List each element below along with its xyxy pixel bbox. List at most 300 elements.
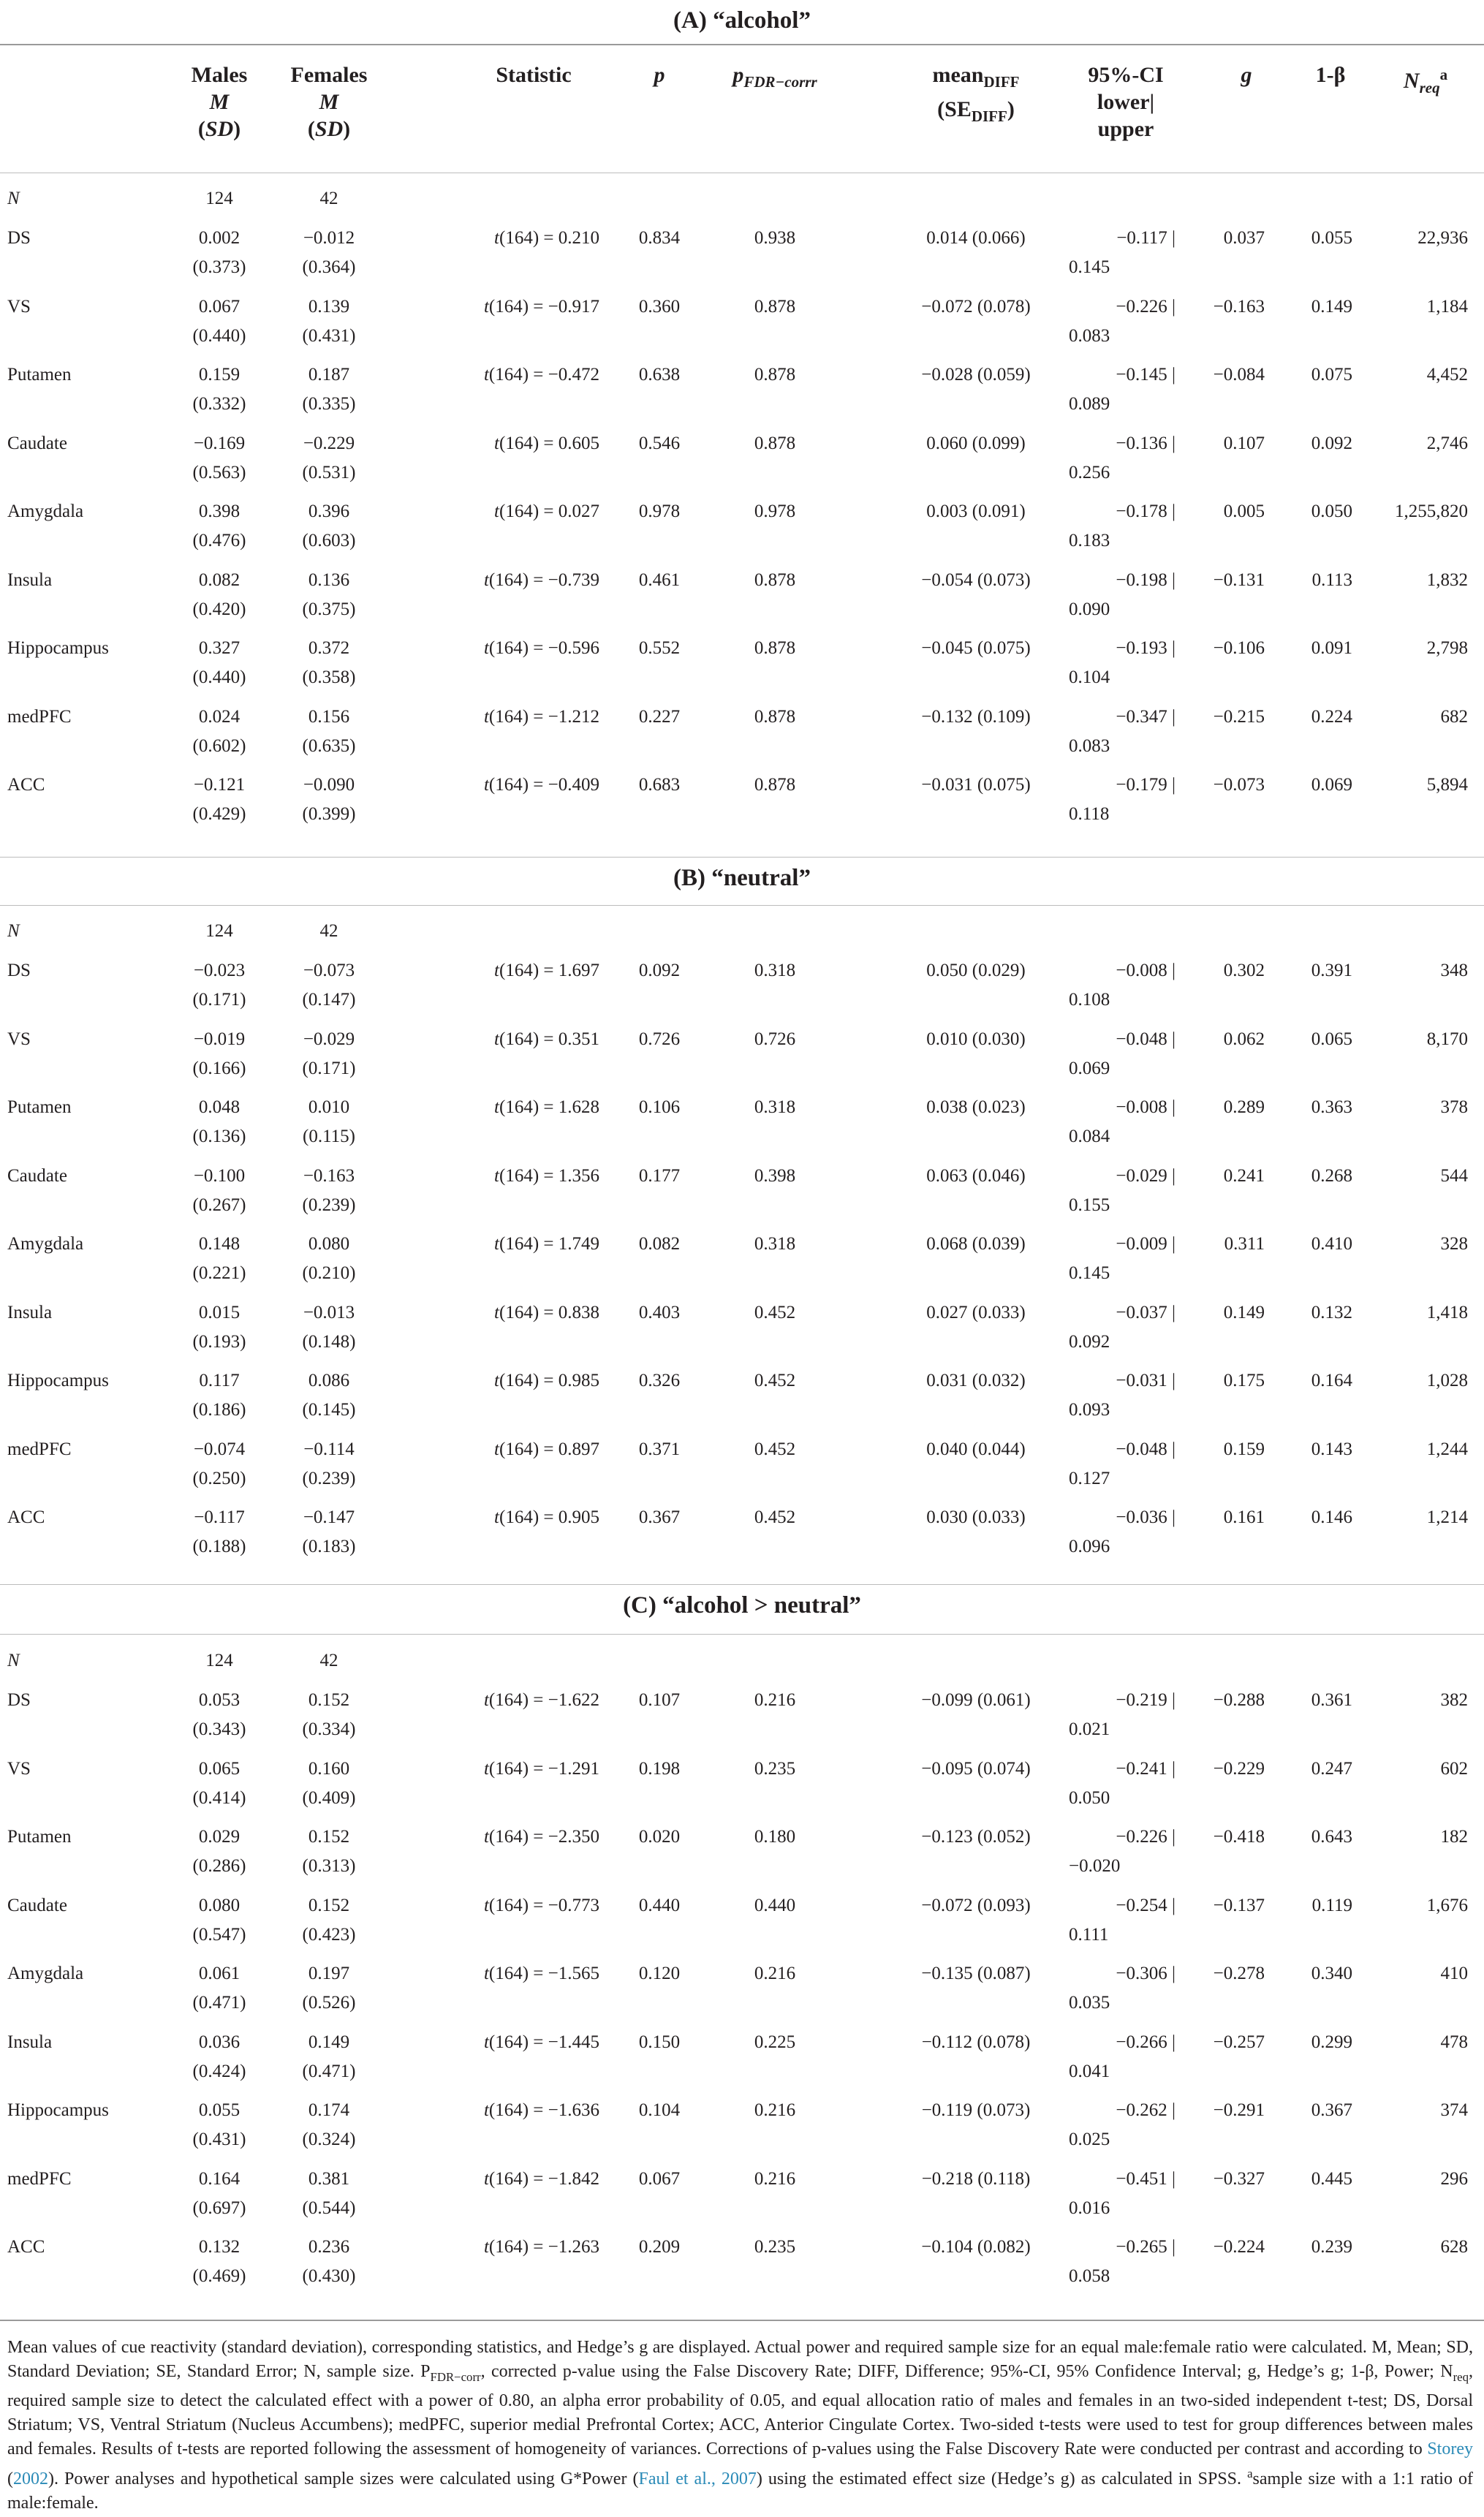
ci-upper-cell: 0.035	[1069, 1993, 1110, 2013]
g-cell: 0.311	[1224, 1234, 1265, 1254]
meandiff-cell: −0.135 (0.087)	[921, 1964, 1031, 1983]
n-males: 124	[205, 921, 233, 941]
n-label: N	[7, 189, 20, 208]
males-sd-cell: (0.267)	[192, 1195, 246, 1215]
females-sd-cell: (0.431)	[302, 325, 356, 346]
females-sd-cell: (0.171)	[302, 1058, 356, 1078]
pfdr-cell: 0.878	[754, 296, 796, 317]
power-cell: 0.069	[1311, 775, 1352, 795]
n-males: 124	[205, 189, 233, 208]
females-mean-cell: 0.152	[308, 1895, 350, 1915]
ci-lower-cell: −0.347 |	[1116, 706, 1176, 727]
stat-cell: t(164) = 0.351	[494, 1029, 599, 1049]
region-cell: Insula	[7, 2032, 53, 2052]
power-cell: 0.247	[1311, 1758, 1352, 1779]
region-cell: VS	[7, 1029, 31, 1049]
n-females: 42	[319, 1651, 338, 1670]
pfdr-cell: 0.216	[754, 2168, 796, 2189]
g-cell: 0.289	[1223, 1097, 1265, 1117]
g-cell: −0.229	[1213, 1758, 1265, 1779]
power-cell: 0.164	[1311, 1371, 1352, 1390]
males-mean-cell: −0.074	[193, 1439, 246, 1459]
header-g: g	[1241, 63, 1252, 87]
males-mean-cell: 0.065	[198, 1758, 241, 1779]
ci-lower-cell: −0.037 |	[1116, 1302, 1176, 1322]
females-sd-cell: (0.335)	[302, 394, 356, 414]
power-cell: 0.143	[1311, 1439, 1352, 1459]
power-cell: 0.075	[1311, 365, 1352, 385]
females-mean-cell: 0.160	[308, 1758, 350, 1779]
n-females: 42	[319, 921, 338, 941]
males-mean-cell: 0.080	[198, 1895, 241, 1915]
ci-upper-cell: 0.093	[1069, 1400, 1110, 1420]
top-rule	[0, 44, 1484, 45]
region-cell: Putamen	[7, 1097, 72, 1117]
region-cell: Insula	[7, 569, 53, 590]
meandiff-cell: −0.095 (0.074)	[921, 1758, 1031, 1779]
females-mean-cell: −0.163	[303, 1165, 355, 1186]
stat-cell: t(164) = 0.605	[494, 433, 599, 453]
g-cell: −0.137	[1213, 1895, 1265, 1915]
n-females: 42	[319, 189, 338, 208]
p-cell: 0.067	[638, 2168, 681, 2189]
nreq-cell: 682	[1440, 706, 1468, 727]
females-sd-cell: (0.471)	[302, 2061, 356, 2081]
g-cell: 0.062	[1223, 1029, 1265, 1049]
females-mean-cell: 0.010	[308, 1097, 350, 1117]
males-sd-cell: (0.471)	[192, 1993, 246, 2013]
ci-upper-cell: 0.058	[1069, 2266, 1110, 2286]
nreq-cell: 1,214	[1426, 1507, 1468, 1527]
females-sd-cell: (0.239)	[302, 1468, 356, 1488]
n-males: 124	[205, 1651, 233, 1670]
males-sd-cell: (0.343)	[192, 1719, 246, 1739]
ci-upper-cell: 0.089	[1069, 394, 1110, 414]
nreq-cell: 296	[1440, 2168, 1468, 2189]
males-sd-cell: (0.188)	[192, 1537, 246, 1556]
meandiff-cell: −0.045 (0.075)	[921, 638, 1031, 658]
section-a-title: (A) “alcohol”	[673, 7, 811, 34]
header-meandiff	[896, 61, 1056, 130]
ci-lower-cell: −0.306 |	[1116, 1964, 1176, 1983]
ci-upper-cell: 0.256	[1069, 462, 1110, 482]
nreq-cell: 182	[1440, 1827, 1468, 1847]
ci-lower-cell: −0.198 |	[1116, 569, 1176, 590]
section-b-rule-bottom	[0, 905, 1484, 906]
females-sd-cell: (0.364)	[302, 257, 356, 277]
stat-cell: t(164) = 1.697	[494, 961, 599, 980]
meandiff-cell: 0.060 (0.099)	[926, 433, 1026, 453]
power-cell: 0.146	[1311, 1507, 1352, 1527]
region-cell: Caudate	[7, 1165, 67, 1186]
power-cell: 0.149	[1311, 296, 1352, 317]
g-cell: 0.149	[1223, 1302, 1265, 1322]
power-cell: 0.367	[1311, 2100, 1352, 2120]
g-cell: −0.163	[1213, 296, 1265, 317]
section-b-rule-top	[0, 857, 1484, 858]
ci-lower-cell: −0.226 |	[1116, 296, 1176, 317]
ci-upper-cell: 0.069	[1069, 1058, 1110, 1078]
nreq-cell: 1,184	[1426, 296, 1468, 317]
pfdr-cell: 0.318	[754, 1234, 796, 1254]
p-cell: 0.638	[638, 365, 681, 385]
males-sd-cell: (0.476)	[192, 531, 246, 550]
ci-upper-cell: 0.021	[1069, 1719, 1110, 1739]
power-cell: 0.091	[1311, 638, 1352, 658]
stat-cell: t(164) = 1.356	[494, 1165, 599, 1186]
meandiff-cell: 0.040 (0.044)	[926, 1439, 1026, 1459]
meandiff-cell: −0.123 (0.052)	[921, 1827, 1031, 1847]
power-cell: 0.224	[1311, 706, 1352, 727]
females-mean-cell: 0.149	[308, 2032, 350, 2052]
pfdr-cell: 0.878	[754, 569, 796, 590]
section-c-rule-top	[0, 1584, 1484, 1585]
region-cell: Amygdala	[7, 501, 84, 521]
ci-upper-cell: 0.145	[1069, 1263, 1110, 1283]
region-cell: Hippocampus	[7, 638, 109, 658]
stat-cell: t(164) = −1.445	[483, 2032, 599, 2052]
p-cell: 0.461	[638, 569, 681, 590]
power-cell: 0.113	[1311, 569, 1352, 590]
females-sd-cell: (0.358)	[302, 667, 356, 687]
header-p: p	[654, 63, 665, 87]
males-mean-cell: 0.148	[198, 1234, 241, 1254]
males-sd-cell: (0.602)	[192, 735, 246, 756]
males-mean-cell: 0.036	[198, 2032, 241, 2052]
power-cell: 0.643	[1311, 1827, 1352, 1847]
p-cell: 0.020	[638, 1827, 681, 1847]
males-sd-cell: (0.221)	[192, 1263, 246, 1283]
region-cell: Putamen	[7, 365, 72, 385]
p-cell: 0.177	[638, 1165, 681, 1186]
p-cell: 0.683	[638, 775, 681, 795]
males-sd-cell: (0.286)	[192, 1856, 246, 1876]
males-mean-cell: 0.164	[198, 2168, 241, 2189]
power-cell: 0.055	[1311, 228, 1352, 248]
females-mean-cell: 0.136	[308, 569, 350, 590]
section-c-title: (C) “alcohol > neutral”	[623, 1592, 861, 1619]
males-sd-cell: (0.547)	[192, 1924, 246, 1945]
header-nreq: $N_{req}^a$	[1403, 66, 1448, 96]
males-sd-cell: (0.420)	[192, 599, 246, 619]
ci-upper-cell: 0.041	[1069, 2061, 1110, 2081]
meandiff-cell: −0.072 (0.093)	[921, 1895, 1031, 1915]
pfdr-cell: 0.452	[754, 1439, 796, 1459]
males-sd-cell: (0.136)	[192, 1127, 246, 1146]
header-females-label: Females	[290, 63, 368, 87]
g-cell: −0.106	[1213, 638, 1265, 658]
ci-lower-cell: −0.031 |	[1116, 1371, 1176, 1390]
males-mean-cell: −0.019	[193, 1029, 246, 1049]
ci-upper-cell: 0.183	[1069, 531, 1110, 550]
females-mean-cell: 0.381	[308, 2168, 350, 2189]
section-b-title: (B) “neutral”	[673, 865, 811, 891]
g-cell: −0.291	[1213, 2100, 1265, 2120]
males-mean-cell: 0.082	[198, 569, 241, 590]
ci-upper-cell: 0.118	[1069, 804, 1110, 824]
power-cell: 0.391	[1311, 961, 1352, 980]
region-cell: DS	[7, 961, 31, 980]
stat-cell: t(164) = −1.636	[483, 2100, 599, 2120]
females-mean-cell: −0.012	[303, 228, 355, 248]
meandiff-cell: 0.063 (0.046)	[926, 1165, 1026, 1186]
pfdr-cell: 0.878	[754, 433, 796, 453]
nreq-cell: 2,746	[1426, 433, 1468, 453]
region-cell: Amygdala	[7, 1964, 84, 1983]
pfdr-cell: 0.235	[754, 2237, 796, 2257]
females-sd-cell: (0.423)	[302, 1924, 356, 1945]
ci-upper-cell: 0.145	[1069, 257, 1110, 277]
females-mean-cell: 0.139	[308, 296, 350, 317]
ci-upper-cell: 0.083	[1069, 325, 1110, 346]
females-mean-cell: −0.114	[303, 1439, 355, 1459]
pfdr-cell: 0.216	[754, 1964, 796, 1983]
power-cell: 0.268	[1311, 1165, 1352, 1186]
stat-cell: t(164) = 1.749	[494, 1234, 599, 1254]
males-mean-cell: −0.169	[193, 433, 246, 453]
stat-cell: t(164) = −0.409	[483, 775, 599, 795]
pfdr-cell: 0.318	[754, 1097, 796, 1117]
g-cell: −0.257	[1213, 2032, 1265, 2052]
males-sd-cell: (0.414)	[192, 1787, 246, 1808]
females-sd-cell: (0.145)	[302, 1400, 356, 1420]
g-cell: 0.107	[1223, 433, 1265, 453]
nreq-cell: 328	[1440, 1234, 1468, 1254]
header-ci-l2: lower|	[1097, 90, 1155, 114]
nreq-cell: 1,418	[1426, 1302, 1468, 1322]
males-sd-cell: (0.193)	[192, 1331, 246, 1352]
males-sd-cell: (0.697)	[192, 2198, 246, 2218]
females-sd-cell: (0.531)	[302, 462, 356, 482]
region-cell: ACC	[7, 775, 45, 795]
males-mean-cell: 0.053	[198, 1690, 241, 1710]
nreq-cell: 544	[1440, 1165, 1468, 1186]
nreq-cell: 602	[1440, 1758, 1468, 1779]
meandiff-cell: 0.068 (0.039)	[926, 1234, 1026, 1254]
pfdr-cell: 0.216	[754, 1690, 796, 1710]
nreq-cell: 1,244	[1426, 1439, 1468, 1459]
females-mean-cell: −0.147	[303, 1507, 355, 1527]
header-statistic: Statistic	[496, 63, 572, 87]
ci-lower-cell: −0.008 |	[1116, 1097, 1176, 1117]
ci-lower-cell: −0.029 |	[1116, 1165, 1176, 1186]
nreq-cell: 478	[1440, 2032, 1468, 2052]
meandiff-cell: −0.132 (0.109)	[921, 706, 1031, 727]
males-mean-cell: 0.117	[199, 1371, 240, 1390]
power-cell: 0.065	[1311, 1029, 1352, 1049]
meandiff-cell: −0.119 (0.073)	[921, 2100, 1031, 2120]
females-mean-cell: 0.086	[308, 1371, 350, 1390]
ref-storey-link[interactable]: Storey	[1427, 2439, 1473, 2459]
p-cell: 0.440	[638, 1895, 681, 1915]
males-sd-cell: (0.171)	[192, 990, 246, 1010]
females-sd-cell: (0.635)	[302, 735, 356, 756]
ci-lower-cell: −0.241 |	[1116, 1758, 1176, 1779]
males-sd-cell: (0.186)	[192, 1400, 246, 1420]
header-ci	[1075, 61, 1177, 143]
stat-cell: t(164) = −1.291	[483, 1758, 599, 1779]
ci-lower-cell: −0.265 |	[1116, 2237, 1176, 2257]
g-cell: 0.037	[1223, 228, 1265, 248]
meandiff-cell: −0.031 (0.075)	[921, 775, 1031, 795]
females-sd-cell: (0.183)	[302, 1537, 356, 1556]
ci-upper-cell: 0.127	[1069, 1468, 1110, 1488]
ci-lower-cell: −0.219 |	[1116, 1690, 1176, 1710]
females-sd-cell: (0.603)	[302, 531, 356, 550]
header-pfdr: $p_{FDR-corrr}$	[732, 63, 817, 91]
meandiff-cell: −0.104 (0.082)	[921, 2237, 1031, 2257]
females-mean-cell: 0.197	[308, 1964, 350, 1983]
p-cell: 0.546	[638, 433, 681, 453]
p-cell: 0.360	[638, 296, 681, 317]
males-mean-cell: 0.015	[198, 1302, 241, 1322]
meandiff-cell: −0.218 (0.118)	[921, 2168, 1031, 2189]
males-mean-cell: 0.024	[198, 706, 241, 727]
ref-faul-link[interactable]: Faul et al., 2007	[638, 2469, 757, 2488]
ci-upper-cell: 0.108	[1069, 990, 1110, 1010]
region-cell: Amygdala	[7, 1234, 84, 1254]
ci-lower-cell: −0.036 |	[1116, 1507, 1176, 1527]
pfdr-cell: 0.452	[754, 1371, 796, 1390]
males-sd-cell: (0.469)	[192, 2266, 246, 2286]
p-cell: 0.227	[638, 706, 681, 727]
meandiff-cell: −0.099 (0.061)	[921, 1690, 1031, 1710]
g-cell: 0.005	[1223, 501, 1265, 521]
p-cell: 0.834	[638, 228, 681, 248]
header-power: 1-β	[1315, 63, 1346, 87]
ci-lower-cell: −0.451 |	[1116, 2168, 1176, 2189]
pfdr-cell: 0.878	[754, 706, 796, 727]
ci-lower-cell: −0.048 |	[1116, 1439, 1176, 1459]
region-cell: VS	[7, 296, 31, 317]
ci-upper-cell: 0.084	[1069, 1127, 1110, 1146]
g-cell: −0.278	[1213, 1964, 1265, 1983]
g-cell: −0.418	[1213, 1827, 1265, 1847]
pfdr-cell: 0.225	[754, 2032, 796, 2052]
males-mean-cell: 0.055	[198, 2100, 241, 2120]
power-cell: 0.119	[1311, 1895, 1352, 1915]
power-cell: 0.299	[1311, 2032, 1352, 2052]
stat-cell: t(164) = −0.472	[483, 365, 599, 385]
power-cell: 0.239	[1311, 2237, 1352, 2257]
nreq-cell: 8,170	[1426, 1029, 1468, 1049]
power-cell: 0.445	[1311, 2168, 1352, 2189]
meandiff-cell: 0.031 (0.032)	[926, 1371, 1026, 1390]
females-sd-cell: (0.526)	[302, 1993, 356, 2013]
females-mean-cell: −0.229	[303, 433, 355, 453]
power-cell: 0.361	[1311, 1690, 1352, 1710]
region-cell: Putamen	[7, 1827, 72, 1847]
nreq-cell: 2,798	[1426, 638, 1468, 658]
g-cell: −0.084	[1213, 365, 1265, 385]
ci-lower-cell: −0.179 |	[1116, 775, 1176, 795]
females-mean-cell: 0.156	[308, 706, 350, 727]
males-mean-cell: 0.132	[198, 2237, 241, 2257]
ci-lower-cell: −0.266 |	[1116, 2032, 1176, 2052]
females-sd-cell: (0.313)	[302, 1856, 356, 1876]
p-cell: 0.082	[638, 1234, 681, 1254]
ref-storey-year-link[interactable]: 2002	[13, 2469, 48, 2488]
p-cell: 0.367	[638, 1507, 681, 1527]
females-sd-cell: (0.239)	[302, 1195, 356, 1215]
meandiff-cell: −0.112 (0.078)	[921, 2032, 1031, 2052]
region-cell: DS	[7, 1690, 31, 1710]
p-cell: 0.107	[638, 1690, 681, 1710]
p-cell: 0.209	[638, 2237, 681, 2257]
females-mean-cell: 0.152	[308, 1690, 350, 1710]
females-sd-cell: (0.148)	[302, 1331, 356, 1352]
ci-upper-cell: 0.111	[1069, 1924, 1109, 1945]
pfdr-cell: 0.216	[754, 2100, 796, 2120]
ci-upper-cell: 0.025	[1069, 2130, 1110, 2149]
pfdr-cell: 0.452	[754, 1507, 796, 1527]
p-cell: 0.198	[638, 1758, 681, 1779]
ci-upper-cell: 0.016	[1069, 2198, 1110, 2218]
power-cell: 0.340	[1311, 1964, 1352, 1983]
pfdr-cell: 0.180	[754, 1827, 796, 1847]
nreq-cell: 378	[1440, 1097, 1468, 1117]
g-cell: −0.327	[1213, 2168, 1265, 2189]
n-label: N	[7, 1651, 20, 1670]
header-males	[164, 61, 274, 143]
header-males-sd: (SD)	[197, 117, 241, 141]
females-sd-cell: (0.210)	[302, 1263, 356, 1283]
meandiff-cell: 0.014 (0.066)	[926, 228, 1026, 248]
males-mean-cell: 0.061	[198, 1964, 241, 1983]
males-mean-cell: 0.159	[198, 365, 241, 385]
region-cell: VS	[7, 1758, 31, 1779]
nreq-cell: 1,676	[1426, 1895, 1468, 1915]
males-sd-cell: (0.431)	[192, 2130, 246, 2149]
ci-upper-cell: 0.050	[1069, 1787, 1110, 1808]
power-cell: 0.132	[1311, 1302, 1352, 1322]
pfdr-cell: 0.878	[754, 775, 796, 795]
pfdr-cell: 0.878	[754, 638, 796, 658]
males-sd-cell: (0.563)	[192, 462, 246, 482]
pfdr-cell: 0.318	[754, 961, 796, 980]
p-cell: 0.371	[638, 1439, 681, 1459]
females-mean-cell: −0.029	[303, 1029, 355, 1049]
meandiff-cell: 0.038 (0.023)	[926, 1097, 1026, 1117]
g-cell: 0.241	[1223, 1165, 1265, 1186]
g-cell: −0.288	[1213, 1690, 1265, 1710]
stat-cell: t(164) = −0.739	[483, 569, 599, 590]
stat-cell: t(164) = 0.897	[494, 1439, 599, 1459]
nreq-cell: 5,894	[1426, 775, 1468, 795]
meandiff-cell: −0.072 (0.078)	[921, 296, 1031, 317]
stat-cell: t(164) = −1.842	[483, 2168, 599, 2189]
region-cell: Caudate	[7, 1895, 67, 1915]
pfdr-cell: 0.938	[754, 228, 796, 248]
males-sd-cell: (0.440)	[192, 667, 246, 687]
males-sd-cell: (0.332)	[192, 394, 246, 414]
p-cell: 0.120	[638, 1964, 681, 1983]
stat-cell: t(164) = −1.565	[483, 1964, 599, 1983]
nreq-cell: 1,028	[1426, 1371, 1468, 1390]
g-cell: −0.215	[1213, 706, 1265, 727]
region-cell: ACC	[7, 2237, 45, 2257]
females-mean-cell: 0.236	[308, 2237, 350, 2257]
header-ci-l1: 95%-CI	[1088, 63, 1164, 87]
males-mean-cell: 0.029	[198, 1827, 241, 1847]
region-cell: medPFC	[7, 1439, 72, 1459]
males-sd-cell: (0.424)	[192, 2061, 246, 2081]
p-cell: 0.106	[638, 1097, 681, 1117]
ci-lower-cell: −0.008 |	[1116, 961, 1176, 980]
nreq-cell: 348	[1440, 961, 1468, 980]
males-sd-cell: (0.166)	[192, 1058, 246, 1078]
stat-cell: t(164) = −1.263	[483, 2237, 599, 2257]
